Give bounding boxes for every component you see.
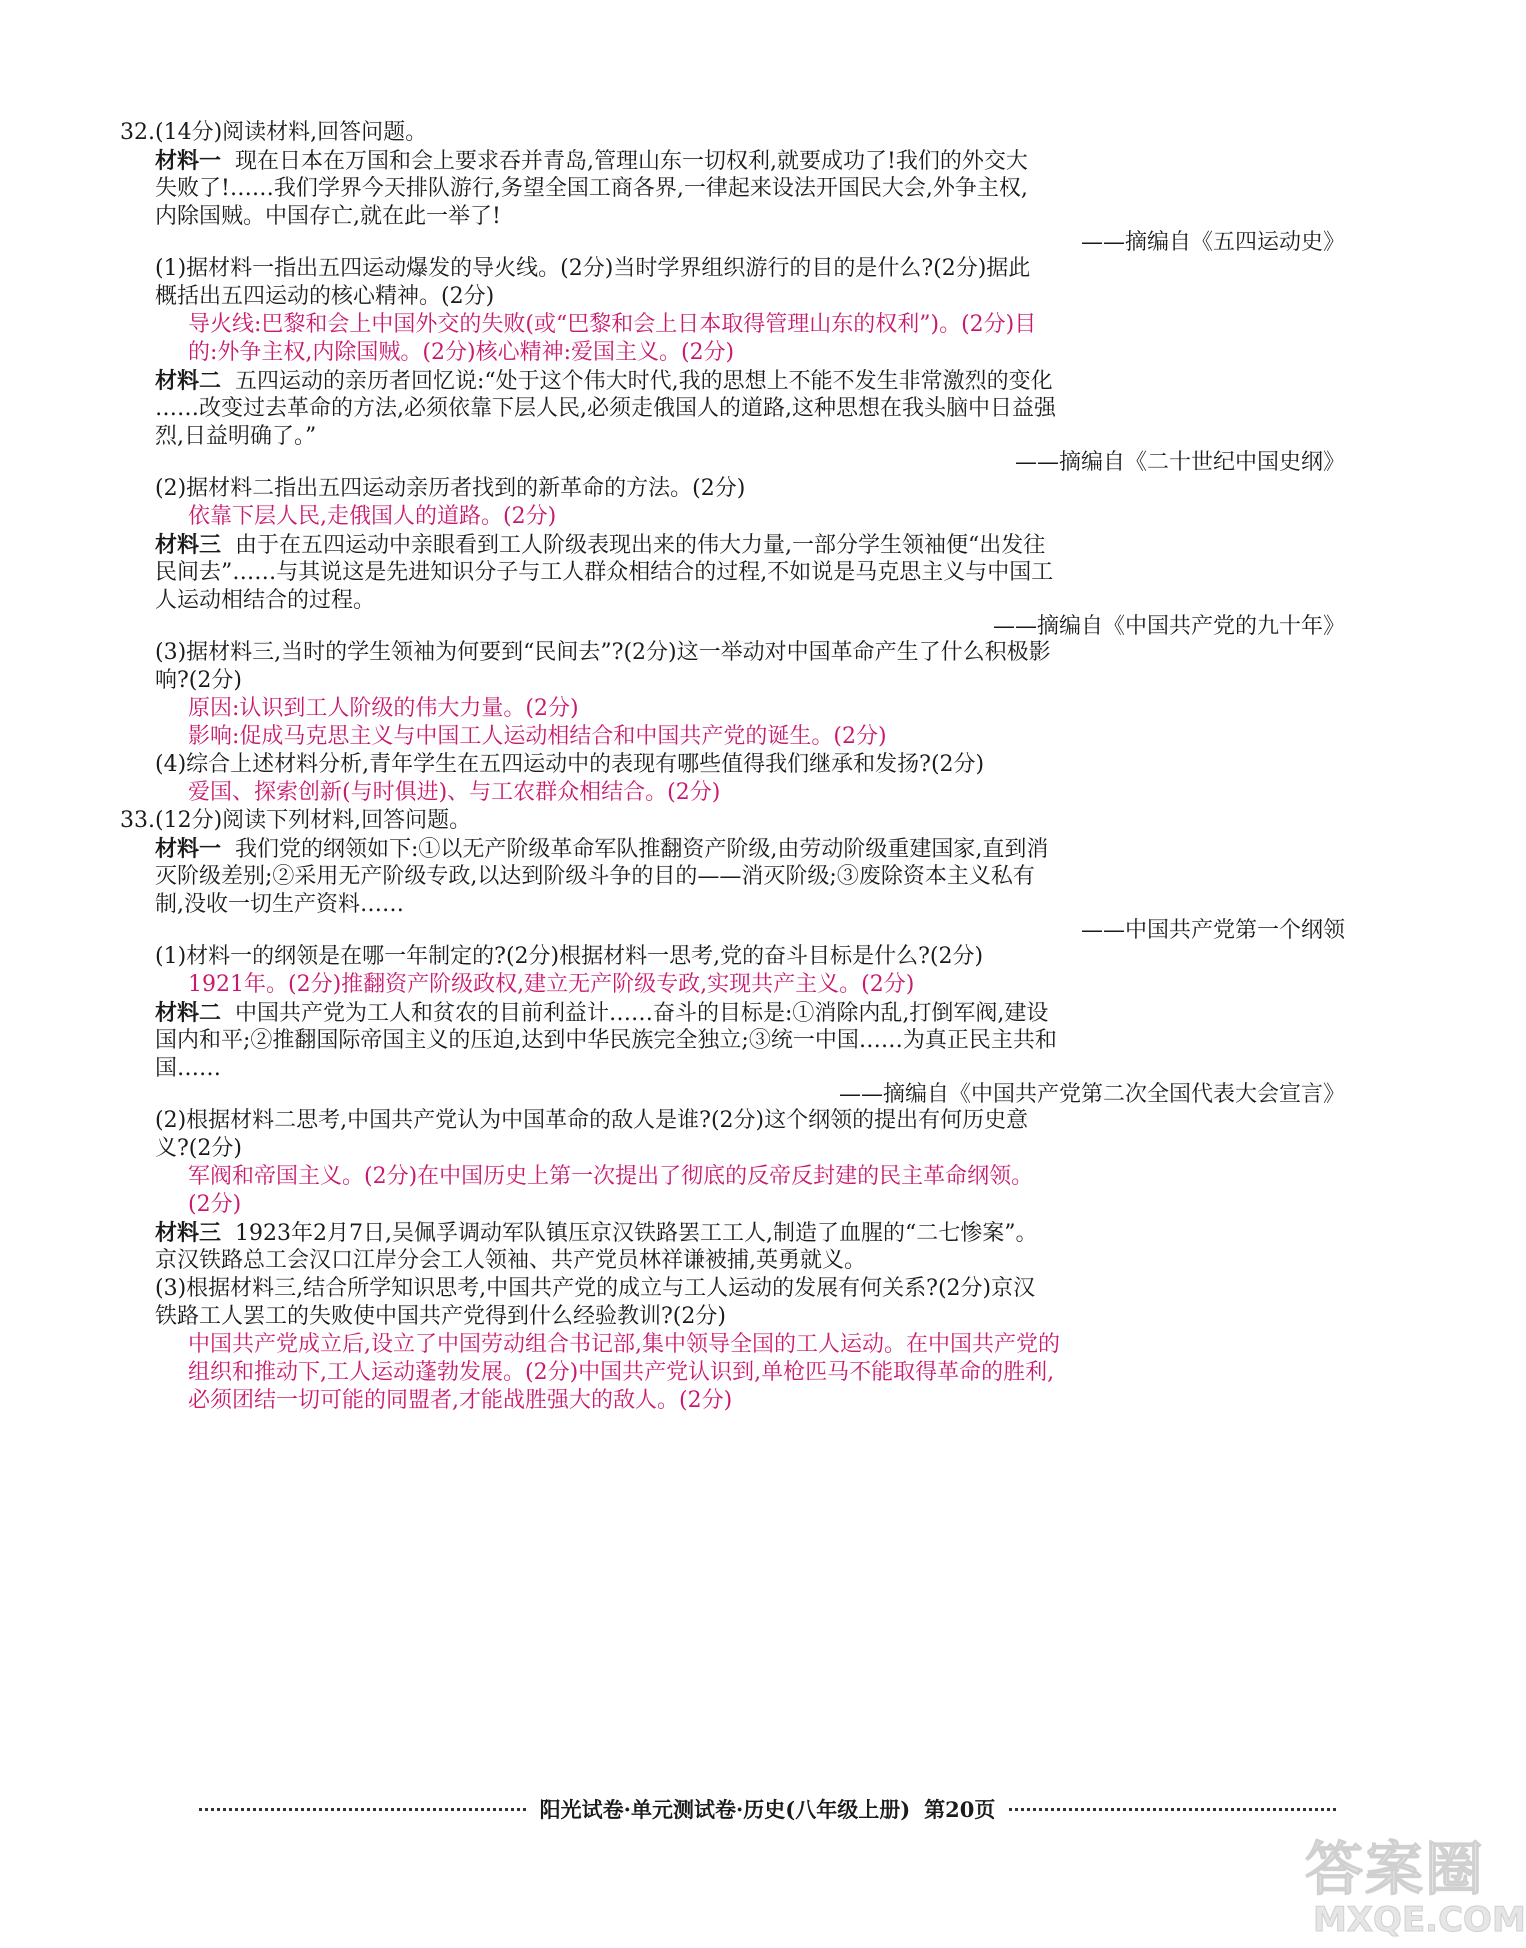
material-label: 材料三: [155, 1220, 222, 1246]
material-label: 材料二: [155, 368, 222, 394]
q32-material-3-line-2: 民间去”……与其说这是先进知识分子与工人群众相结合的过程,不如说是马克思主义与中国工: [155, 560, 1054, 585]
q33-answer-1-line-1: 1921年。(2分)推翻资产阶级政权,建立无产阶级专政,实现共产主义。(2分): [188, 972, 915, 997]
material-text: 1923年2月7日,吴佩孚调动军队镇压京汉铁路罢工工人,制造了血腥的“二七惨案”。: [235, 1221, 1038, 1246]
footer-title: 阳光试卷·单元测试卷·历史(八年级上册): [539, 1797, 911, 1822]
q32-subquestion-3-line-1: (3)据材料三,当时的学生领袖为何要到“民间去”?(2分)这一举动对中国革命产生了什么积极影: [155, 640, 1051, 665]
q33-answer-3-line-1: 中国共产党成立后,设立了中国劳动组合书记部,集中领导全国的工人运动。在中国共产党的: [188, 1332, 1060, 1357]
q33-subquestion-3-line-2: 铁路工人罢工的失败使中国共产党得到什么经验教训?(2分): [155, 1304, 726, 1329]
q32-subquestion-4-line-1: (4)综合上述材料分析,青年学生在五四运动中的表现有哪些值得我们继承和发扬?(2分): [155, 752, 985, 777]
q32-material-1-line-3: 内除国贼。中国存亡,就在此一举了!: [155, 204, 501, 229]
q32-material-2-line-3: 烈,日益明确了。”: [155, 424, 317, 449]
material-label: 材料一: [155, 148, 222, 174]
material-label: 材料二: [155, 1000, 222, 1026]
q33-material-2-line-1: [155, 998, 1048, 1029]
page-footer: [185, 1794, 1350, 1824]
q32-material-1-line-2: 失败了!……我们学界今天排队游行,务望全国工商各界,一律起来设法开国民大会,外争主权,: [155, 176, 1028, 201]
q33-material-1-line-3: 制,没收一切生产资料……: [155, 892, 404, 917]
material-text: 五四运动的亲历者回忆说:“处于这个伟大时代,我的思想上不能不发生非常激烈的变化: [235, 369, 1053, 394]
material-label: 材料一: [155, 836, 222, 862]
q33-answer-3-line-3: 必须团结一切可能的同盟者,才能战胜强大的敌人。(2分): [188, 1388, 733, 1413]
q32-answer-1-line-2: 的:外争主权,内除国贼。(2分)核心精神:爱国主义。(2分): [188, 340, 735, 365]
material-text: 中国共产党为工人和贫农的目前利益计……奋斗的目标是:①消除内乱,打倒军阀,建设: [235, 1001, 1049, 1026]
watermark-title: 答案圈: [1305, 1835, 1486, 1903]
q32-subquestion-3-line-2: 响?(2分): [155, 668, 242, 693]
q33-subquestion-2-line-2: 义?(2分): [155, 1136, 242, 1161]
q32-subquestion-1-line-1: (1)据材料一指出五四运动爆发的导火线。(2分)当时学界组织游行的目的是什么?(2分)据此: [155, 256, 1031, 281]
q32-answer-3-line-2: 影响:促成马克思主义与中国工人运动相结合和中国共产党的诞生。(2分): [188, 724, 887, 749]
q33-material-2-line-3: 国……: [155, 1056, 222, 1081]
watermark-logo: [1305, 1822, 1526, 1942]
q32-material-2-line-2: ……改变过去革命的方法,必须依靠下层人民,必须走俄国人的道路,这种思想在我头脑中日益强: [155, 396, 1056, 421]
q32-material-2-line-1: [155, 366, 1053, 397]
q32-material-1-line-1: [155, 146, 1028, 177]
material-text: 我们党的纲领如下:①以无产阶级革命军队推翻资产阶级,由劳动阶级重建国家,直到消: [235, 837, 1049, 862]
material-label: 材料三: [155, 532, 222, 558]
q33-material-2-source: ——摘编自《中国共产党第二次全国代表大会宣言》: [838, 1082, 1345, 1107]
q33-subquestion-2-line-1: (2)根据材料二思考,中国共产党认为中国革命的敌人是谁?(2分)这个纲领的提出有何历史意: [155, 1108, 1029, 1133]
q33-answer-2-line-2: (2分): [188, 1192, 242, 1217]
q33-material-1-line-2: 灭阶级差别;②采用无产阶级专政,以达到阶级斗争的目的——消灭阶级;③废除资本主义私有: [155, 864, 1035, 889]
footer-divider-left: [199, 1808, 526, 1811]
q32-material-3-line-3: 人运动相结合的过程。: [155, 588, 376, 613]
q33-material-1-line-1: [155, 834, 1048, 865]
q32-answer-3-line-1: 原因:认识到工人阶级的伟大力量。(2分): [188, 696, 579, 721]
q33-title: 33.(12分)阅读下列材料,回答问题。: [120, 808, 472, 833]
q33-material-3-line-1: [155, 1218, 1037, 1249]
q32-material-1-source: ——摘编自《五四运动史》: [1080, 230, 1345, 255]
q33-material-2-line-2: 国内和平;②推翻国际帝国主义的压迫,达到中华民族完全独立;③统一中国……为真正民主共和: [155, 1028, 1057, 1053]
q32-answer-4-line-1: 爱国、探索创新(与时俱进)、与工农群众相结合。(2分): [188, 780, 721, 805]
q33-material-1-source: ——中国共产党第一个纲领: [1080, 918, 1345, 943]
material-text: 由于在五四运动中亲眼看到工人阶级表现出来的伟大力量,一部分学生领袖便“出发往: [235, 533, 1046, 558]
q32-answer-1-line-1: 导火线:巴黎和会上中国外交的失败(或“巴黎和会上日本取得管理山东的权利”)。(2分)目: [188, 312, 1037, 337]
q32-answer-2-line-1: 依靠下层人民,走俄国人的道路。(2分): [188, 504, 557, 529]
page-number: 第20页: [924, 1797, 996, 1822]
q33-material-3-line-2: 京汉铁路总工会汉口江岸分会工人领袖、共产党员林祥谦被捕,英勇就义。: [155, 1248, 866, 1273]
q32-material-3-source: ——摘编自《中国共产党的九十年》: [992, 614, 1345, 639]
material-text: 现在日本在万国和会上要求吞并青岛,管理山东一切权利,就要成功了!我们的外交大: [235, 149, 1028, 174]
q33-answer-2-line-1: 军阀和帝国主义。(2分)在中国历史上第一次提出了彻底的反帝反封建的民主革命纲领。: [188, 1164, 1034, 1189]
q33-subquestion-3-line-1: (3)根据材料三,结合所学知识思考,中国共产党的成立与工人运动的发展有何关系?(2分)京汉: [155, 1276, 1036, 1301]
q33-subquestion-1-line-1: (1)材料一的纲领是在哪一年制定的?(2分)根据材料一思考,党的奋斗目标是什么?(2分): [155, 944, 984, 969]
q32-material-3-line-1: [155, 530, 1045, 561]
q32-material-2-source: ——摘编自《二十世纪中国史纲》: [1014, 450, 1345, 475]
footer-divider-right: [1009, 1808, 1336, 1811]
q32-subquestion-2-line-1: (2)据材料二指出五四运动亲历者找到的新革命的方法。(2分): [155, 476, 746, 501]
q32-title: 32.(14分)阅读材料,回答问题。: [120, 120, 428, 145]
watermark-url: MXQE.COM: [1313, 1900, 1526, 1940]
q33-answer-3-line-2: 组织和推动下,工人运动蓬勃发展。(2分)中国共产党认识到,单枪匹马不能取得革命的胜利,: [188, 1360, 1055, 1385]
q32-subquestion-1-line-2: 概括出五四运动的核心精神。(2分): [155, 284, 495, 309]
